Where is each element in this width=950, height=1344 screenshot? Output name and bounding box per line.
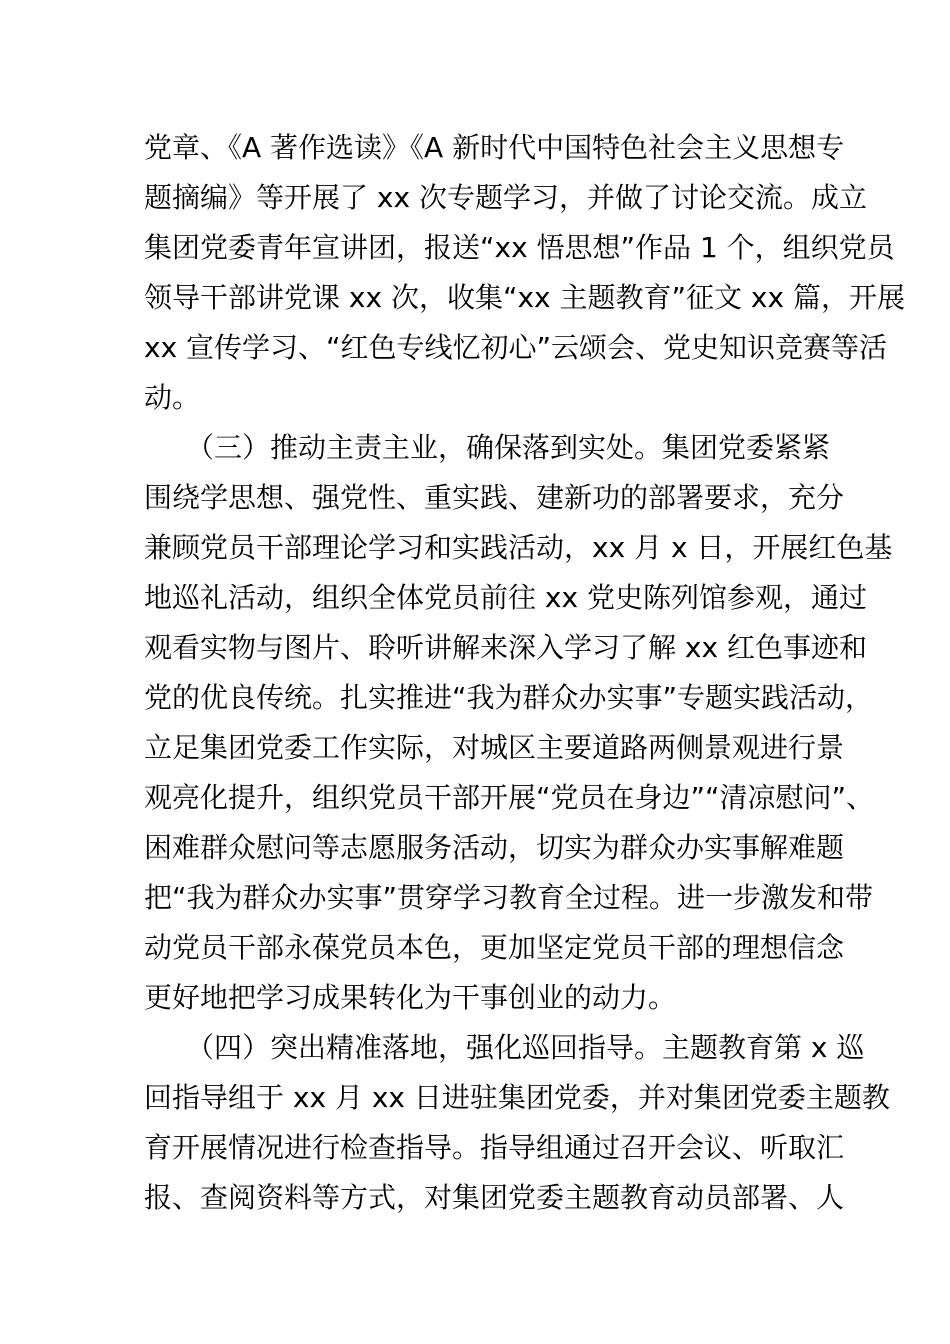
text-line: 观看实物与图片、聆听讲解来深入学习了解 xx 红色事迹和 — [144, 631, 867, 664]
text-line: xx 宣传学习、“红色专线忆初心”云颂会、党史知识竞赛等活 — [144, 331, 888, 364]
text-line: 观亮化提升，组织党员干部开展“党员在身边”“清凉慰问”、 — [144, 781, 875, 814]
text-line: 围绕学思想、强党性、重实践、建新功的部署要求，充分 — [144, 481, 845, 514]
text-line: 题摘编》等开展了 xx 次专题学习，并做了讨论交流。成立 — [144, 181, 867, 214]
text-line: 动。 — [144, 381, 201, 414]
text-line: 困难群众慰问等志愿服务活动，切实为群众办实事解难题 — [144, 831, 845, 864]
text-line: 把“我为群众办实事”贯穿学习教育全过程。进一步激发和带 — [144, 881, 874, 914]
text-line: 动党员干部永葆党员本色，更加坚定党员干部的理想信念 — [144, 931, 845, 964]
text-line: 党的优良传统。扎实推进“我为群众办实事”专题实践活动， — [144, 681, 874, 714]
text-line: 地巡礼活动，组织全体党员前往 xx 党史陈列馆参观，通过 — [144, 581, 867, 614]
section-heading-line: （三）推动主责主业，确保落到实处。集团党委紧紧 — [144, 431, 831, 464]
text-line: 立足集团党委工作实际，对城区主要道路两侧景观进行景 — [144, 731, 845, 764]
text-line: 兼顾党员干部理论学习和实践活动，xx 月 x 日，开展红色基 — [144, 531, 893, 564]
text-line: 回指导组于 xx 月 xx 日进驻集团党委，并对集团党委主题教 — [144, 1081, 890, 1114]
body-text — [144, 123, 905, 1223]
text-line: 集团党委青年宣讲团，报送“xx 悟思想”作品 1 个，组织党员 — [144, 231, 895, 264]
text-line: 报、查阅资料等方式，对集团党委主题教育动员部署、人 — [144, 1181, 845, 1214]
text-line: 更好地把学习成果转化为干事创业的动力。 — [144, 981, 677, 1014]
text-line: 领导干部讲党课 xx 次，收集“xx 主题教育”征文 xx 篇，开展 — [144, 281, 905, 314]
section-heading-line: （四）突出精准落地，强化巡回指导。主题教育第 x 巡 — [144, 1031, 865, 1064]
text-line: 党章、《A 著作选读》《A 新时代中国特色社会主义思想专 — [144, 131, 845, 164]
text-line: 育开展情况进行检查指导。指导组通过召开会议、听取汇 — [144, 1131, 845, 1164]
